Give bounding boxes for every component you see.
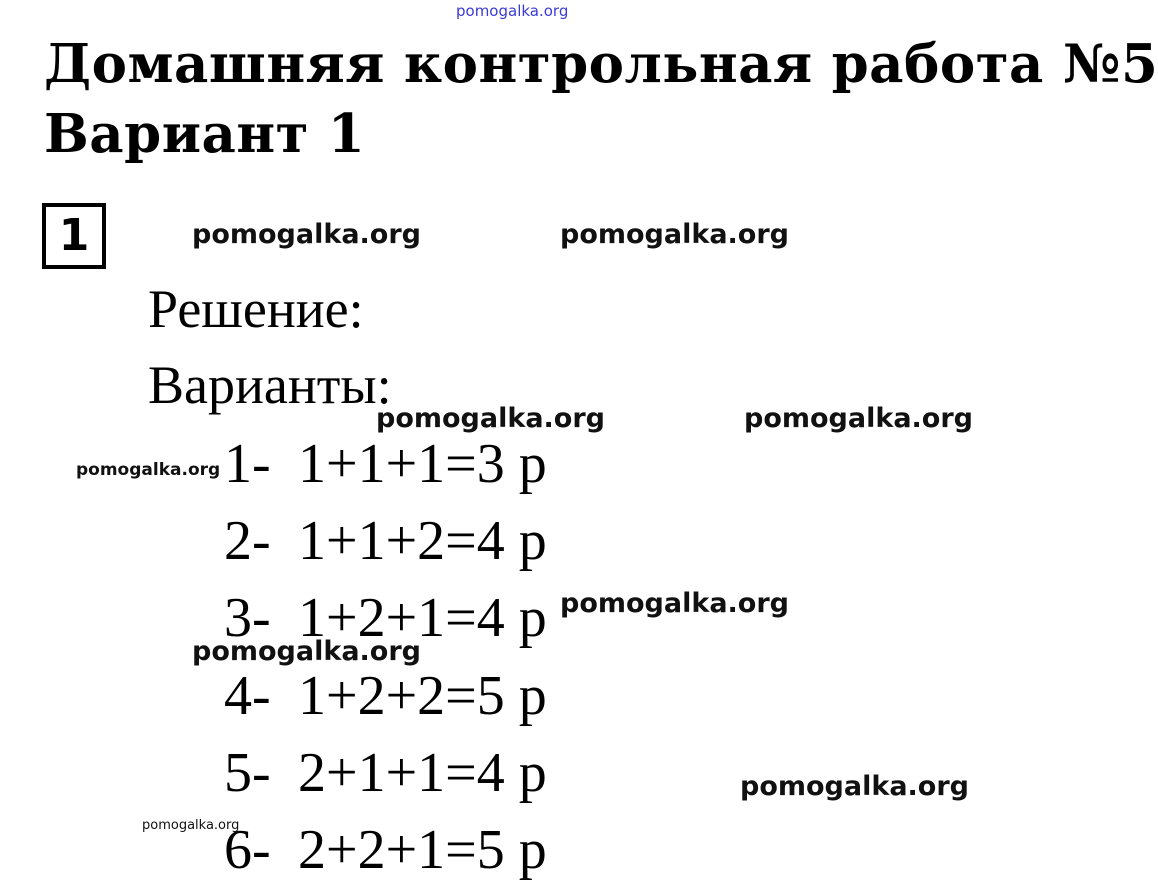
variant-expression: 1+2+2=5 р xyxy=(298,665,547,727)
variant-number: 3- xyxy=(224,587,271,649)
variant-line xyxy=(224,742,547,804)
variant-number: 5- xyxy=(224,742,271,804)
task-number-box xyxy=(42,203,106,269)
variant-expression: 2+1+1=4 р xyxy=(298,742,547,804)
variant-line xyxy=(224,510,547,572)
variant-line xyxy=(224,587,547,649)
watermark: pomogalka.org xyxy=(76,460,221,480)
variant-expression: 1+2+1=4 р xyxy=(298,587,547,649)
watermark: pomogalka.org xyxy=(142,818,240,833)
variant-title: Вариант 1 xyxy=(44,103,366,165)
variant-number: 4- xyxy=(224,665,271,727)
watermark: pomogalka.org xyxy=(560,588,789,619)
variant-expression: 1+1+1=3 р xyxy=(298,433,547,495)
variant-number: 1- xyxy=(224,433,271,495)
watermark: pomogalka.org xyxy=(376,403,605,434)
watermark: pomogalka.org xyxy=(744,403,973,434)
task-number: 1 xyxy=(58,210,90,261)
variant-line xyxy=(224,433,547,495)
page-title: Домашняя контрольная работа №5 xyxy=(44,33,1158,95)
variants-label: Варианты: xyxy=(148,355,392,415)
watermark: pomogalka.org xyxy=(560,219,789,250)
variant-expression: 2+2+1=5 р xyxy=(298,819,547,881)
watermark: pomogalka.org xyxy=(740,771,969,802)
variant-expression: 1+1+2=4 р xyxy=(298,510,547,572)
variant-number: 6- xyxy=(224,819,271,881)
variant-number: 2- xyxy=(224,510,271,572)
watermark-top: pomogalka.org xyxy=(456,2,569,20)
variant-line xyxy=(224,819,547,881)
watermark: pomogalka.org xyxy=(192,219,421,250)
watermark: pomogalka.org xyxy=(192,636,421,667)
variant-line xyxy=(224,665,547,727)
solution-label: Решение: xyxy=(148,279,364,339)
